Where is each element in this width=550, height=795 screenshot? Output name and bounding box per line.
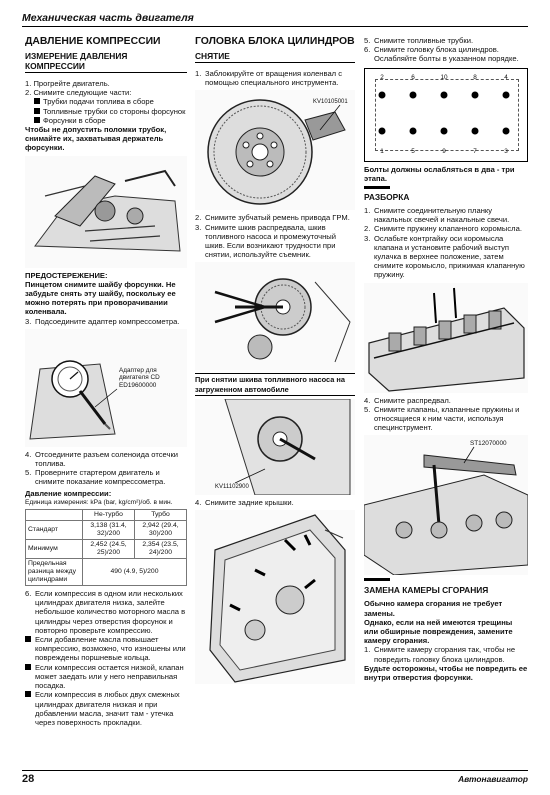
step-1: 1. Снимите соединительную планку накальных свечей и накальные свечи. — [364, 206, 510, 225]
list-item: Топливные трубки со стороны форсунок — [34, 107, 187, 116]
step-4: 4. Снимите распредвал. — [364, 395, 451, 405]
figure-caption: При снятии шкива топливного насоса на загруженном автомобиле — [195, 373, 355, 395]
tool-code: KV10105001 — [313, 99, 348, 106]
step-3: 3. Подсоедините адаптер компрессометра. — [25, 316, 180, 326]
step-5: 5. Проверните стартером двигатель и снимите показание компрессометра. — [25, 468, 166, 487]
column-compression — [25, 36, 187, 727]
figure-rocker-arm — [364, 283, 528, 393]
caution-title: ПРЕДОСТЕРЕЖЕНИЕ: — [25, 270, 108, 280]
note-text: Однако, если на ней имеются трещины или обширные повреждения, замените камеру сгорания. — [364, 617, 513, 646]
subheading-measure: ИЗМЕРЕНИЕ ДАВЛЕНИЯ КОМПРЕССИИ — [25, 51, 187, 73]
square-bullet-icon — [34, 117, 40, 123]
figure-flywheel-lock — [195, 90, 355, 210]
step-4: 4. Снимите задние крышки. — [195, 497, 294, 507]
square-bullet-icon — [25, 664, 31, 670]
step-3: 3. Снимите шкив распредвала, шкив топливного насоса и промежуточный шкив. Если возникают трудности при снятии, используйте съемник. — [195, 222, 336, 260]
column-cylinder-head — [195, 36, 355, 687]
publisher-brand: Автонавигатор — [458, 774, 528, 784]
heading-disassembly: РАЗБОРКА — [364, 192, 410, 203]
step-6: 6. Снимите головку блока цилиндров. Ослабляйте болты в указанном порядке. — [364, 45, 519, 64]
list-item: Если добавление масла повышает компрессию, возможно, что изношены или повреждены поршневые кольца. — [25, 635, 187, 663]
caution-text: Пинцетом снимите шайбу форсунки. Не забудьте снять эту шайбу, поскольку ее можно потерять при проворачивании коленвала. — [25, 279, 176, 317]
step-6: 6. Если компрессия в одном или нескольких цилиндрах двигателя низка, залейте небольшое количество моторного масла в цилиндры через отверстия форсунок и повторно проверьте компрессию. — [25, 589, 186, 635]
tool-code: ST12070000 — [470, 440, 507, 448]
figure-pulley-puller — [195, 262, 355, 370]
figure-injector-removal — [25, 156, 187, 268]
section-title: Механическая часть двигателя — [22, 12, 194, 24]
step-5: 5. Снимите клапаны, клапанные пружины и относящиеся к ним части, используя специнструмент. — [364, 404, 520, 433]
step-2: 2. Снимите пружину клапанного коромысла. — [364, 224, 522, 234]
step-5: 5. Снимите топливные трубки. — [364, 36, 474, 45]
list-item: Если компрессия в любых двух смежных цилиндрах двигателя низкая и при добавлении масла, значит там - утечка через поверхность прокладки. — [25, 690, 187, 727]
step-1: 1. Заблокируйте от вращения коленвал с помощью специального инструмента. — [195, 69, 343, 88]
heading-compression: ДАВЛЕНИЕ КОМПРЕССИИ — [25, 36, 161, 47]
square-bullet-icon — [25, 636, 31, 642]
pressure-title: Давление компрессии: — [25, 488, 112, 498]
table-row: Предельная разница между цилиндрами 490 (4.9, 5)/200 — [26, 559, 187, 586]
section-bar — [364, 186, 390, 189]
table-row: Стандарт 3,138 (31.4, 32)/200 2,942 (29.4, 30)/200 — [26, 521, 187, 540]
warning-text: Чтобы не допустить поломки трубок, снимайте их, захватывая держатель форсунки. — [25, 125, 167, 153]
step-1: 1. Снимите камеру сгорания так, чтобы не повредить головку блока цилиндров. — [364, 645, 516, 664]
heading-chamber-replace: ЗАМЕНА КАМЕРЫ СГОРАНИЯ — [364, 585, 489, 596]
list-item: Трубки подачи топлива в сборе — [34, 97, 187, 106]
column-disassembly — [364, 36, 528, 682]
list-item: Форсунки в сборе — [34, 116, 187, 125]
adapter-label: Адаптер для двигателя CD ED19600000 — [119, 366, 160, 390]
tool-code: KV11102900 — [215, 483, 249, 490]
heading-cylinder-head: ГОЛОВКА БЛОКА ЦИЛИНДРОВ — [195, 36, 355, 47]
table-row: Не-турбо Турбо — [26, 510, 187, 521]
step-2: 2. Снимите зубчатый ремень привода ГРМ. — [195, 213, 350, 223]
figure-fuel-pump-pulley — [195, 399, 355, 495]
note-text: Обычно камера сгорания не требует замены. — [364, 599, 503, 618]
list-item: Если компрессия остается низкой, клапан может заедать или у него неправильная посадка. — [25, 663, 187, 691]
section-bar — [364, 578, 390, 581]
square-bullet-icon — [34, 98, 40, 104]
figure-rear-covers — [195, 510, 355, 684]
square-bullet-icon — [34, 108, 40, 114]
figure-bolt-order: 2 6 10 8 4 1 5 9 7 3 — [364, 68, 528, 162]
caution-text: Будьте осторожны, чтобы не повредить ее внутри отверстия форсунки. — [364, 663, 528, 683]
compression-table — [25, 509, 187, 586]
step-4: 4. Отсоедините разъем соленоида отсечки топлива. — [25, 449, 179, 469]
step-3: 3. Ослабьте контргайку оси коромысла клапана и установите рабочий выступ кулачка в верхнее положение, затем снимите коромысло, прижимая клапанную пружину. — [364, 233, 525, 280]
step-2: 2. Снимите следующие части: — [25, 88, 132, 98]
page-number: 28 — [22, 773, 35, 785]
figure-valve-spring-compressor — [364, 435, 528, 575]
page-header — [22, 12, 528, 27]
table-row: Минимум 2,452 (24.5, 25)/200 2,354 (23.5, 24)/200 — [26, 540, 187, 559]
square-bullet-icon — [25, 691, 31, 697]
page-footer — [22, 770, 528, 787]
step-1: 1. Прогрейте двигатель. — [25, 79, 110, 88]
pressure-units: Единица измерения: kPa (bar, kg/cm²)/об. в мин. — [25, 498, 173, 506]
figure-compression-gauge — [25, 329, 187, 447]
bolt-warning: Болты должны ослабляться в два - три этапа. — [364, 164, 515, 183]
subheading-removal: СНЯТИЕ — [195, 51, 355, 63]
